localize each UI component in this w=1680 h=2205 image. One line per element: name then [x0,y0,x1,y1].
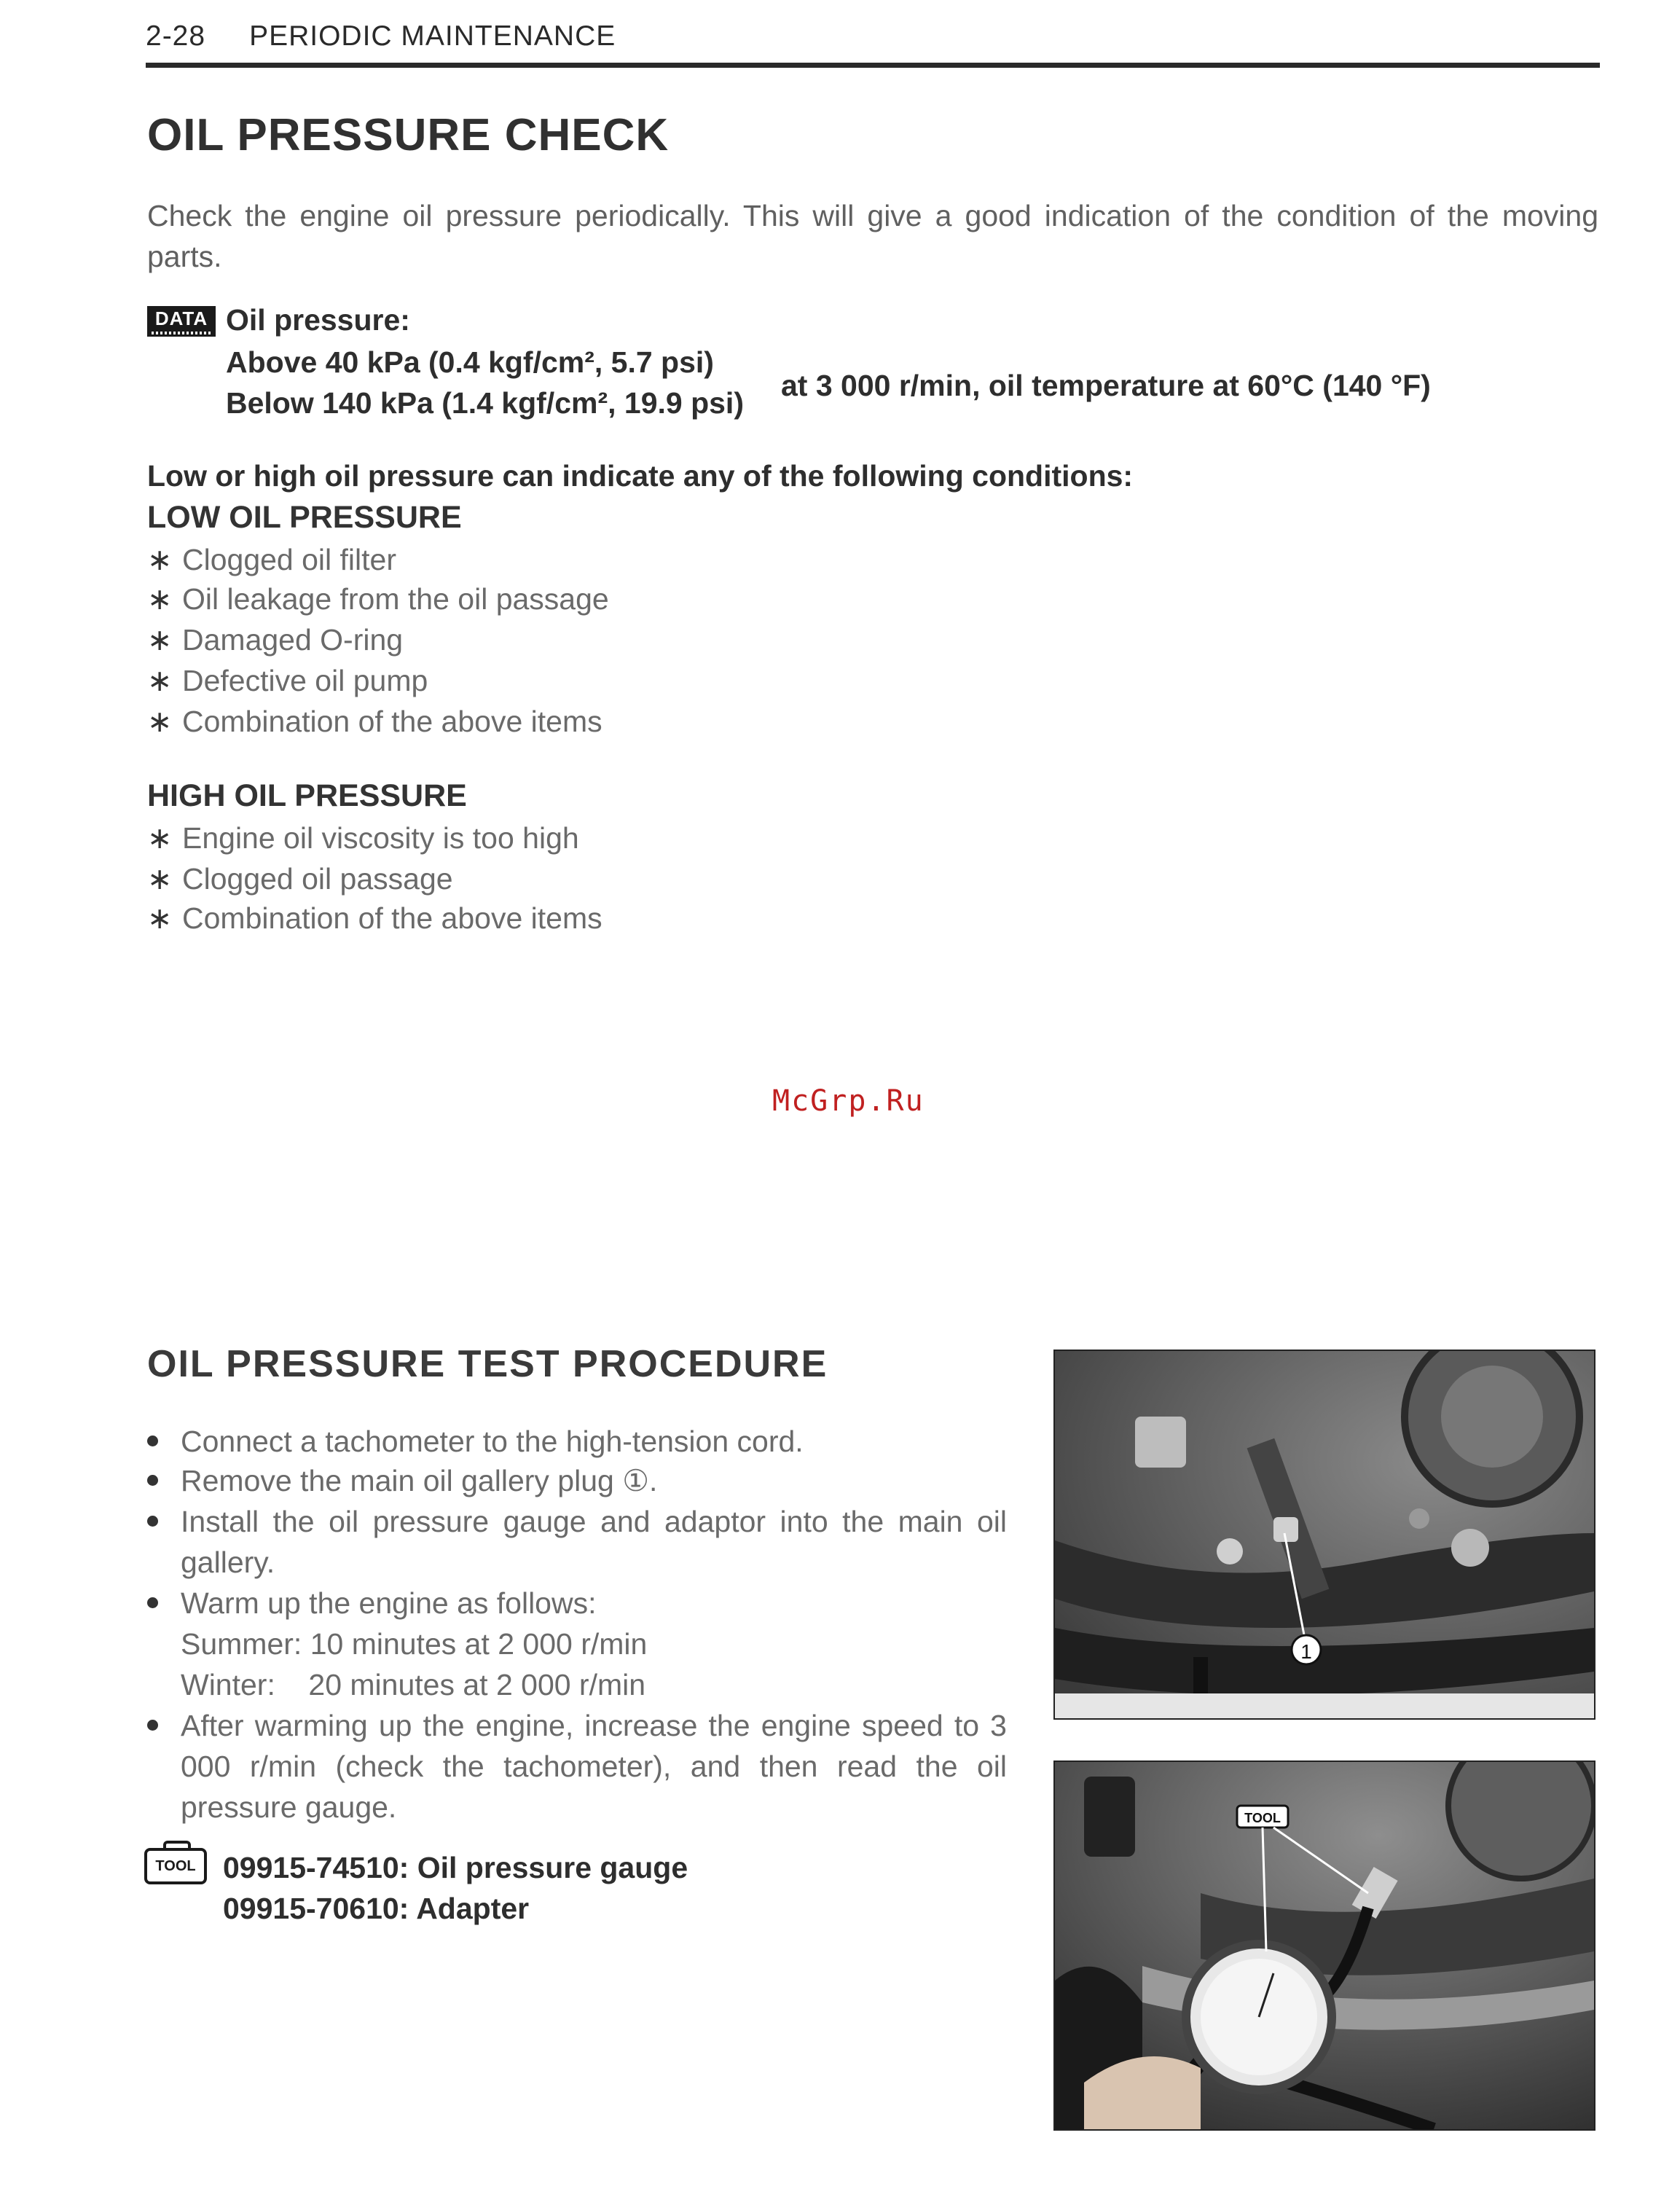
procedure-step: Install the oil pressure gauge and adaptor into the main oil gallery. [147,1501,1007,1583]
asterisk-icon: ∗ [147,901,173,935]
callout-1: 1 [1300,1640,1312,1663]
procedure-step: Remove the main oil gallery plug ①. [147,1460,1007,1501]
asterisk-icon: ∗ [147,664,173,697]
bullet-icon [147,1597,158,1608]
data-badge-icon: DATA [147,306,216,337]
spec-condition: at 3 000 r/min, oil temperature at 60°C (140 °F) [781,369,1431,402]
procedure-step: After warming up the engine, increase the engine speed to 3 000 r/min (check the tachometer), and then read the oil pressure gauge. [147,1705,1007,1828]
asterisk-icon: ∗ [147,623,173,657]
spec-line-above: Above 40 kPa (0.4 kgf/cm², 5.7 psi) [226,345,714,379]
watermark: McGrp.Ru [772,1084,925,1118]
asterisk-icon: ∗ [147,821,173,855]
page-title: OIL PRESSURE CHECK [147,110,670,160]
tool-item: 09915-70610: Adapter [223,1892,530,1925]
bullet-icon [147,1720,158,1731]
list-item: ∗ Combination of the above items [147,901,602,935]
page-number: 2-28 [146,20,206,52]
bullet-icon [147,1436,158,1446]
asterisk-icon: ∗ [147,705,173,738]
running-header [146,20,616,52]
engine-photo-plug [1053,1350,1595,1720]
header-rule [146,63,1600,68]
high-pressure-heading: HIGH OIL PRESSURE [147,778,467,813]
spec-line-below: Below 140 kPa (1.4 kgf/cm², 19.9 psi) [226,386,744,420]
conditions-intro: Low or high oil pressure can indicate any of the following conditions: [147,459,1134,493]
photo-tool-label: TOOL [1244,1811,1281,1825]
section-title: PERIODIC MAINTENANCE [249,20,616,52]
list-item: ∗ Clogged oil passage [147,862,453,896]
list-item: ∗ Damaged O-ring [147,623,404,657]
procedure-step: Warm up the engine as follows: [147,1583,1007,1624]
warmup-summer: Summer: 10 minutes at 2 000 r/min [181,1627,648,1661]
tool-badge-icon: TOOL [144,1848,207,1884]
low-pressure-heading: LOW OIL PRESSURE [147,500,462,535]
intro-paragraph: Check the engine oil pressure periodically. This will give a good indication of the condition of the moving parts. [147,199,1598,273]
warmup-winter: Winter: 20 minutes at 2 000 r/min [181,1668,646,1701]
bullet-icon [147,1516,158,1527]
procedure-step: Connect a tachometer to the high-tension cord. [147,1421,1007,1462]
bullet-icon [147,1475,158,1486]
list-item: ∗ Engine oil viscosity is too high [147,821,579,855]
list-item: ∗ Clogged oil filter [147,543,396,576]
asterisk-icon: ∗ [147,543,173,576]
asterisk-icon: ∗ [147,862,173,896]
asterisk-icon: ∗ [147,582,173,616]
procedure-heading: OIL PRESSURE TEST PROCEDURE [147,1343,828,1385]
tool-item: 09915-74510: Oil pressure gauge [223,1851,688,1884]
spec-label: Oil pressure: [226,303,410,337]
engine-photo-gauge [1053,1761,1595,2131]
list-item: ∗ Defective oil pump [147,664,428,697]
list-item: ∗ Combination of the above items [147,705,602,738]
list-item: ∗ Oil leakage from the oil passage [147,582,609,616]
